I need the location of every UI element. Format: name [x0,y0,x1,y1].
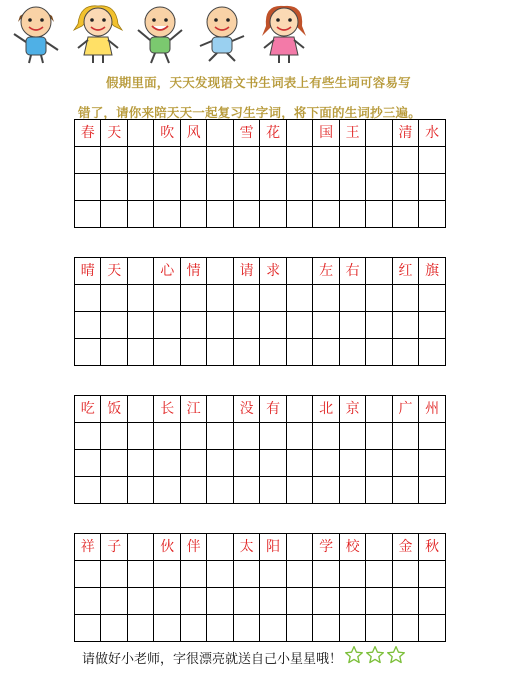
writing-cell[interactable] [260,147,286,174]
writing-cell[interactable] [75,201,101,228]
star-icon [365,645,386,669]
practice-row [75,201,446,228]
spacer-cell [207,423,233,450]
spacer-cell [207,285,233,312]
writing-cell[interactable] [339,174,365,201]
writing-cell[interactable] [313,312,339,339]
writing-cell[interactable] [75,615,101,642]
practice-row [75,339,446,366]
writing-cell[interactable] [260,174,286,201]
writing-cell[interactable] [180,285,206,312]
writing-cell[interactable] [101,615,127,642]
writing-cell[interactable] [154,339,180,366]
writing-cell[interactable] [313,339,339,366]
writing-cell[interactable] [260,312,286,339]
practice-grid [74,119,446,228]
writing-cell[interactable] [392,312,418,339]
kid-icon [132,0,188,64]
writing-cell[interactable] [392,201,418,228]
writing-cell[interactable] [233,174,259,201]
spacer-cell [366,120,392,147]
writing-cell[interactable] [339,339,365,366]
spacer-cell [366,423,392,450]
writing-cell[interactable] [154,285,180,312]
word-char: 吹 [154,120,180,147]
writing-cell[interactable] [75,477,101,504]
writing-cell[interactable] [419,339,446,366]
word-char: 伙 [154,534,180,561]
writing-cell[interactable] [313,561,339,588]
spacer-cell [207,147,233,174]
star-icon [386,645,407,669]
writing-cell[interactable] [180,450,206,477]
practice-grid [74,395,446,504]
word-char: 水 [419,120,446,147]
writing-cell[interactable] [233,285,259,312]
spacer-cell [286,450,312,477]
spacer-cell [366,588,392,615]
spacer-cell [207,450,233,477]
spacer-cell [366,312,392,339]
word-char: 太 [233,534,259,561]
writing-cell[interactable] [339,312,365,339]
writing-cell[interactable] [101,561,127,588]
word-char: 旗 [419,258,446,285]
writing-cell[interactable] [180,477,206,504]
spacer-cell [366,147,392,174]
word-char: 没 [233,396,259,423]
practice-row [75,285,446,312]
writing-cell[interactable] [339,450,365,477]
stars [344,645,407,669]
writing-cell[interactable] [233,561,259,588]
word-char: 有 [260,396,286,423]
kids-illustration [0,0,330,66]
writing-cell[interactable] [101,588,127,615]
writing-cell[interactable] [419,561,446,588]
writing-cell[interactable] [339,588,365,615]
writing-cell[interactable] [339,477,365,504]
spacer-cell [286,147,312,174]
practice-row [75,423,446,450]
practice-row [75,147,446,174]
writing-cell[interactable] [101,312,127,339]
spacer-cell [286,174,312,201]
word-char: 天 [101,258,127,285]
writing-cell[interactable] [260,450,286,477]
writing-cell[interactable] [392,615,418,642]
spacer-cell [207,312,233,339]
writing-cell[interactable] [154,201,180,228]
writing-cell[interactable] [260,477,286,504]
spacer-cell [207,258,233,285]
writing-cell[interactable] [75,285,101,312]
writing-cell[interactable] [419,615,446,642]
writing-cell[interactable] [154,615,180,642]
word-char: 秋 [419,534,446,561]
writing-cell[interactable] [101,423,127,450]
spacer-cell [207,174,233,201]
word-char: 心 [154,258,180,285]
spacer-cell [207,339,233,366]
writing-cell[interactable] [154,423,180,450]
practice-row [75,174,446,201]
writing-cell[interactable] [233,201,259,228]
writing-cell[interactable] [339,285,365,312]
spacer-cell [127,174,153,201]
writing-cell[interactable] [154,174,180,201]
writing-cell[interactable] [180,312,206,339]
spacer-cell [127,201,153,228]
writing-cell[interactable] [313,477,339,504]
instructions-line-2: 错了，请你来陪天天一起复习生字词，将下面的生词抄三遍。 [78,105,421,120]
spacer-cell [366,396,392,423]
writing-cell[interactable] [154,312,180,339]
spacer-cell [127,312,153,339]
word-char: 京 [339,396,365,423]
writing-cell[interactable] [101,285,127,312]
spacer-cell [127,477,153,504]
kid-icon [194,0,250,64]
spacer-cell [366,174,392,201]
writing-cell[interactable] [313,201,339,228]
word-char: 国 [313,120,339,147]
writing-cell[interactable] [180,201,206,228]
spacer-cell [207,588,233,615]
writing-cell[interactable] [392,339,418,366]
writing-cell[interactable] [392,174,418,201]
spacer-cell [286,534,312,561]
writing-cell[interactable] [154,450,180,477]
writing-cell[interactable] [154,147,180,174]
writing-cell[interactable] [419,450,446,477]
word-char: 清 [392,120,418,147]
writing-cell[interactable] [75,147,101,174]
writing-cell[interactable] [180,588,206,615]
spacer-cell [286,561,312,588]
word-char: 风 [180,120,206,147]
word-char: 子 [101,534,127,561]
word-char: 江 [180,396,206,423]
spacer-cell [366,201,392,228]
word-char: 吃 [75,396,101,423]
spacer-cell [366,477,392,504]
spacer-cell [286,396,312,423]
word-char: 雪 [233,120,259,147]
writing-cell[interactable] [260,423,286,450]
writing-cell[interactable] [313,615,339,642]
spacer-cell [127,450,153,477]
writing-cell[interactable] [419,147,446,174]
spacer-cell [286,285,312,312]
writing-cell[interactable] [260,615,286,642]
writing-cell[interactable] [75,588,101,615]
writing-cell[interactable] [233,615,259,642]
spacer-cell [127,534,153,561]
word-char: 广 [392,396,418,423]
writing-cell[interactable] [154,477,180,504]
spacer-cell [366,534,392,561]
spacer-cell [127,588,153,615]
star-icon [344,645,365,669]
word-row [75,120,446,147]
spacer-cell [207,396,233,423]
spacer-cell [286,339,312,366]
word-char: 学 [313,534,339,561]
word-char: 天 [101,120,127,147]
spacer-cell [286,423,312,450]
practice-grid [74,257,446,366]
kid-icon [70,0,126,64]
word-char: 求 [260,258,286,285]
writing-cell[interactable] [154,561,180,588]
spacer-cell [127,339,153,366]
instructions-line-1: 假期里面，天天发现语文书生词表上有些生词可容易写 [106,75,411,90]
writing-cell[interactable] [419,312,446,339]
writing-cell[interactable] [233,312,259,339]
spacer-cell [366,561,392,588]
writing-cell[interactable] [233,339,259,366]
writing-cell[interactable] [419,201,446,228]
spacer-cell [366,450,392,477]
writing-cell[interactable] [313,174,339,201]
writing-cell[interactable] [313,423,339,450]
writing-cell[interactable] [233,477,259,504]
spacer-cell [207,201,233,228]
spacer-cell [207,120,233,147]
word-char: 伴 [180,534,206,561]
word-char: 左 [313,258,339,285]
writing-cell[interactable] [313,588,339,615]
writing-cell[interactable] [233,588,259,615]
practice-row [75,588,446,615]
writing-cell[interactable] [75,561,101,588]
spacer-cell [207,615,233,642]
practice-row [75,477,446,504]
writing-cell[interactable] [180,339,206,366]
spacer-cell [366,615,392,642]
writing-cell[interactable] [101,339,127,366]
practice-row [75,450,446,477]
word-char: 祥 [75,534,101,561]
writing-cell[interactable] [392,147,418,174]
writing-cell[interactable] [392,477,418,504]
writing-cell[interactable] [75,339,101,366]
spacer-cell [127,615,153,642]
spacer-cell [207,534,233,561]
writing-cell[interactable] [313,147,339,174]
writing-cell[interactable] [392,450,418,477]
spacer-cell [286,312,312,339]
writing-cell[interactable] [180,147,206,174]
practice-row [75,312,446,339]
writing-cell[interactable] [260,588,286,615]
word-row [75,396,446,423]
writing-cell[interactable] [180,423,206,450]
writing-cell[interactable] [313,450,339,477]
writing-cell[interactable] [75,312,101,339]
word-char: 右 [339,258,365,285]
writing-cell[interactable] [392,423,418,450]
spacer-cell [286,258,312,285]
spacer-cell [286,477,312,504]
spacer-cell [286,120,312,147]
writing-cell[interactable] [419,477,446,504]
spacer-cell [366,258,392,285]
practice-grid [74,533,446,642]
writing-cell[interactable] [101,201,127,228]
word-char: 校 [339,534,365,561]
spacer-cell [127,147,153,174]
writing-cell[interactable] [313,285,339,312]
writing-cell[interactable] [392,588,418,615]
writing-cell[interactable] [339,201,365,228]
writing-cell[interactable] [101,174,127,201]
word-char: 请 [233,258,259,285]
spacer-cell [127,120,153,147]
practice-row [75,561,446,588]
footer [82,644,472,670]
spacer-cell [127,423,153,450]
writing-cell[interactable] [101,450,127,477]
word-row [75,534,446,561]
word-char: 长 [154,396,180,423]
word-char: 金 [392,534,418,561]
writing-cell[interactable] [419,174,446,201]
writing-cell[interactable] [392,285,418,312]
writing-cell[interactable] [260,339,286,366]
writing-cell[interactable] [392,561,418,588]
writing-cell[interactable] [180,615,206,642]
writing-cell[interactable] [260,561,286,588]
spacer-cell [286,588,312,615]
word-char: 晴 [75,258,101,285]
writing-cell[interactable] [419,423,446,450]
word-char: 春 [75,120,101,147]
word-char: 王 [339,120,365,147]
writing-cell[interactable] [233,147,259,174]
practice-row [75,615,446,642]
word-char: 饭 [101,396,127,423]
writing-cell[interactable] [75,450,101,477]
writing-cell[interactable] [233,450,259,477]
spacer-cell [286,201,312,228]
word-char: 北 [313,396,339,423]
writing-cell[interactable] [419,285,446,312]
writing-cell[interactable] [154,588,180,615]
writing-cell[interactable] [101,147,127,174]
writing-cell[interactable] [180,174,206,201]
spacer-cell [127,396,153,423]
spacer-cell [207,477,233,504]
kid-icon [8,0,64,64]
spacer-cell [127,561,153,588]
writing-cell[interactable] [75,423,101,450]
spacer-cell [127,258,153,285]
word-char: 花 [260,120,286,147]
writing-cell[interactable] [101,477,127,504]
kid-icon [256,0,312,64]
writing-cell[interactable] [260,201,286,228]
word-char: 情 [180,258,206,285]
word-char: 阳 [260,534,286,561]
writing-cell[interactable] [339,615,365,642]
writing-cell[interactable] [180,561,206,588]
spacer-cell [366,339,392,366]
writing-cell[interactable] [233,423,259,450]
writing-cell[interactable] [339,561,365,588]
spacer-cell [127,285,153,312]
writing-cell[interactable] [339,147,365,174]
word-char: 红 [392,258,418,285]
writing-cell[interactable] [75,174,101,201]
writing-cell[interactable] [339,423,365,450]
writing-cell[interactable] [260,285,286,312]
writing-cell[interactable] [419,588,446,615]
spacer-cell [207,561,233,588]
word-row [75,258,446,285]
word-char: 州 [419,396,446,423]
footer-text: 请做好小老师，字很漂亮就送自己小星星哦！ [82,651,343,667]
spacer-cell [366,285,392,312]
spacer-cell [286,615,312,642]
